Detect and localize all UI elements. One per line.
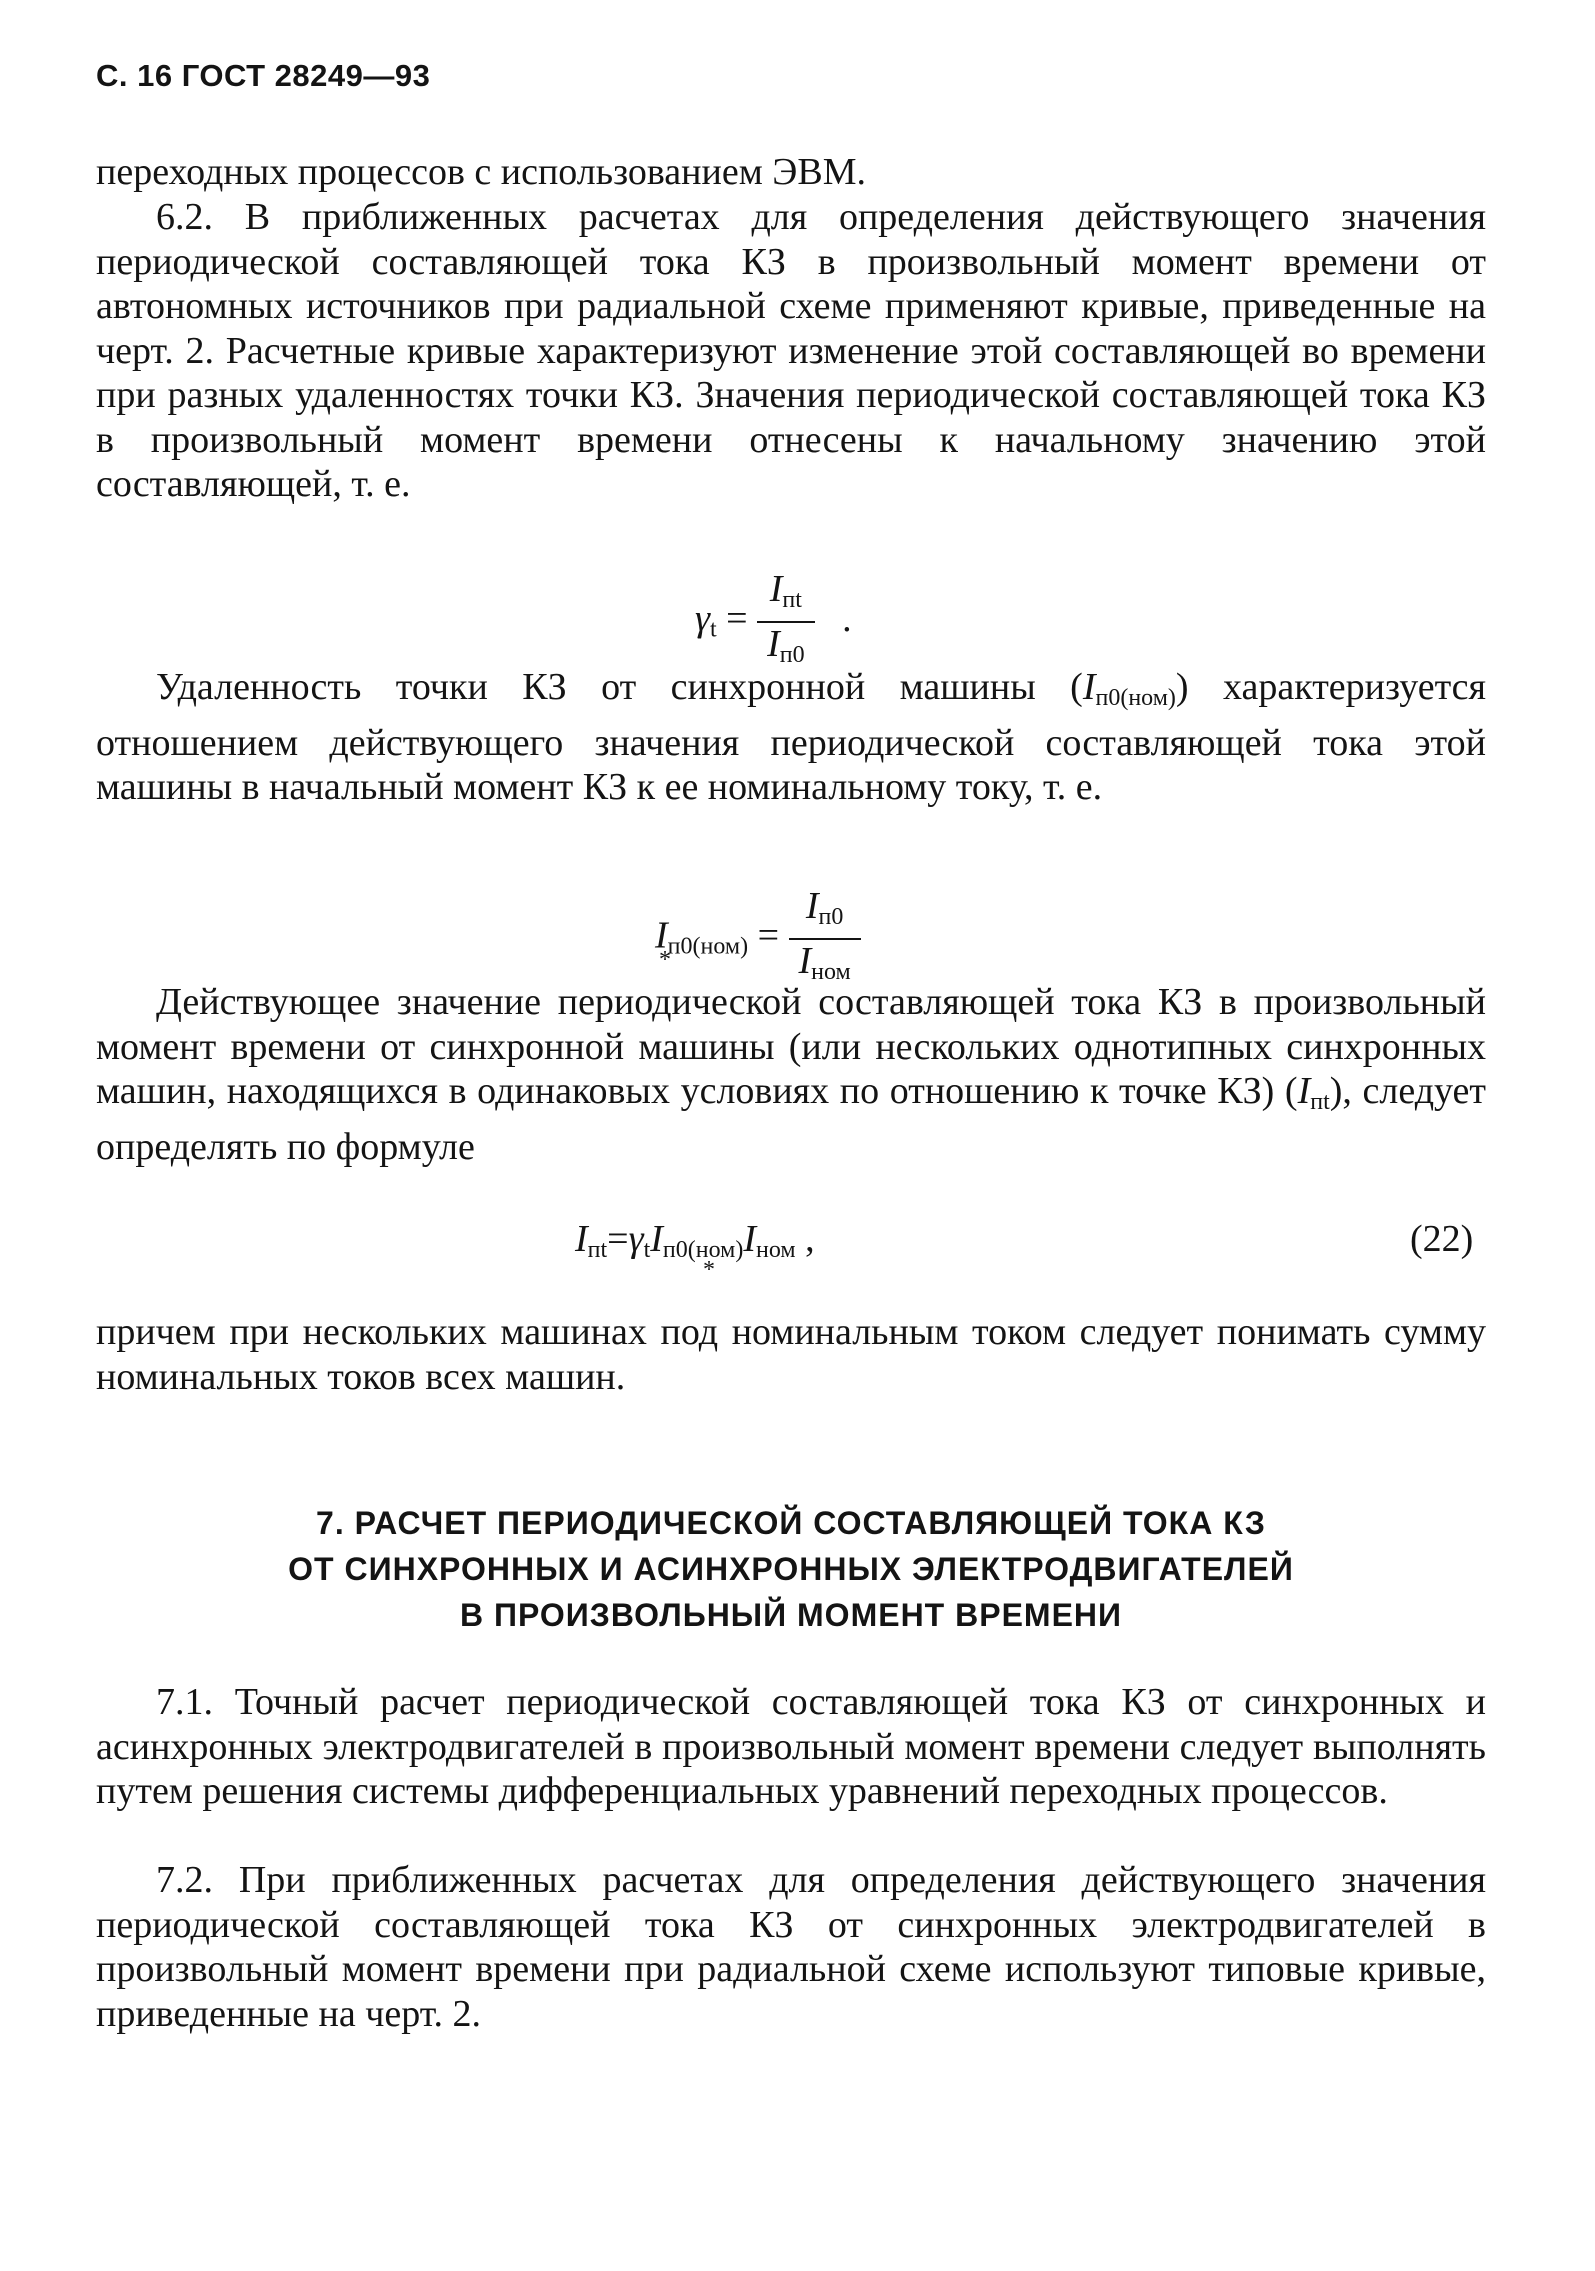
current-symbol: I <box>767 623 780 665</box>
current-symbol: I <box>1297 1070 1311 1112</box>
paragraph-effective-value <box>96 980 1486 1169</box>
equals-sign: = <box>726 597 748 640</box>
subscript-nt: пt <box>1310 1089 1330 1115</box>
subscript-nt: пt <box>587 1237 608 1263</box>
paragraph-remoteness-text: Удаленность точки КЗ от синхронной машины ( <box>156 666 1083 708</box>
current-symbol: I <box>805 885 819 927</box>
paragraph-remoteness-text-end: ) характеризуется отношением действующего значения периодической составляющей тока этой машины в начальный момент КЗ к ее номинальному току, т. е. <box>96 666 1486 808</box>
fraction-numerator <box>757 568 815 623</box>
subscript-n0: п0 <box>779 642 805 668</box>
formula-remoteness <box>655 885 861 993</box>
subscript-n0: п0 <box>818 904 844 930</box>
subscript-nom: ном <box>755 1237 796 1263</box>
paragraph-remoteness <box>96 665 1486 810</box>
gamma-symbol: γ <box>628 1218 644 1260</box>
current-symbol: I <box>575 1218 588 1260</box>
current-symbol: I <box>650 1218 663 1260</box>
paragraph-7-2: 7.2. При приближенных расчетах для определения действующего значения периодической составляющей тока КЗ от синхронных электродвигателей в произвольный момент времени при радиальной схеме используют типовые кривые, приведенные на черт. 2. <box>96 1859 1486 2035</box>
section-7-heading <box>96 1500 1486 1638</box>
paragraph-several-machines: причем при нескольких машинах под номинальным током следует понимать сумму номинальных токов всех машин. <box>96 1311 1486 1398</box>
paragraph-6-2: 6.2. В приближенных расчетах для определения действующего значения периодической составляющей тока КЗ в произвольный момент времени от автономных источников при радиальной схеме применяют кривые, приведенные на черт. 2. Расчетные кривые характеризуют изменение этой составляющей во времени при разных удаленностях точки КЗ. Значения периодической составляющей тока КЗ в произвольный момент времени отнесены к начальному значению этой составляющей, т. е. <box>96 196 1486 505</box>
per-unit-star: * <box>703 1257 715 1283</box>
subscript-nom: ном <box>811 959 851 985</box>
current-symbol: I <box>743 1218 756 1260</box>
current-symbol: I <box>769 568 783 610</box>
paragraph-effective-value-text: Действующее значение периодической составляющей тока КЗ в произвольный момент времени от синхронной машины (или нескольких однотипных синхронных машин, находящихся в одинаковых условиях по отношению к точке КЗ) ( <box>96 981 1486 1112</box>
gamma-symbol: γ <box>695 597 710 640</box>
heading-line-1: 7. РАСЧЕТ ПЕРИОДИЧЕСКОЙ СОСТАВЛЯЮЩЕЙ ТОКА КЗ <box>316 1505 1266 1541</box>
page-header: С. 16 ГОСТ 28249—93 <box>96 58 431 93</box>
formula-period: . <box>842 597 852 640</box>
subscript-n0nom: п0(ном) <box>1095 685 1176 711</box>
fraction-gamma <box>757 568 815 676</box>
formula-22 <box>575 1217 815 1283</box>
formula-gamma <box>695 568 852 676</box>
gamma-subscript: t <box>643 1237 651 1263</box>
current-symbol: I <box>1082 666 1096 708</box>
paragraph-effective-value-text-end: ), следует определять по формуле <box>96 1070 1486 1168</box>
paragraph-7-1: 7.1. Точный расчет периодической составляющей тока КЗ от синхронных и асинхронных электродвигателей в произвольный момент времени следует выполнять путем решения системы дифференциальных уравнений переходных процессов. <box>96 1681 1486 1812</box>
current-symbol: I <box>798 940 812 982</box>
equation-number: (22) <box>1410 1218 1474 1260</box>
gamma-subscript: t <box>709 616 717 643</box>
equals-sign: = <box>607 1218 629 1260</box>
formula-comma: , <box>805 1218 815 1260</box>
current-symbol: I <box>655 914 668 957</box>
subscript-nt: пt <box>782 587 802 613</box>
per-unit-star: * <box>659 947 671 973</box>
fraction-remoteness <box>789 885 861 993</box>
heading-line-3: В ПРОИЗВОЛЬНЫЙ МОМЕНТ ВРЕМЕНИ <box>459 1597 1123 1633</box>
equals-sign: = <box>757 914 779 957</box>
fraction-numerator <box>789 885 861 940</box>
subscript-n0nom: п0(ном) <box>662 1237 744 1263</box>
subscript-n0nom: п0(ном) <box>667 933 749 960</box>
paragraph-intro: переходных процессов с использованием ЭВМ. <box>96 151 866 193</box>
heading-line-2: ОТ СИНХРОННЫХ И АСИНХРОННЫХ ЭЛЕКТРОДВИГАТЕЛЕЙ <box>288 1551 1294 1587</box>
